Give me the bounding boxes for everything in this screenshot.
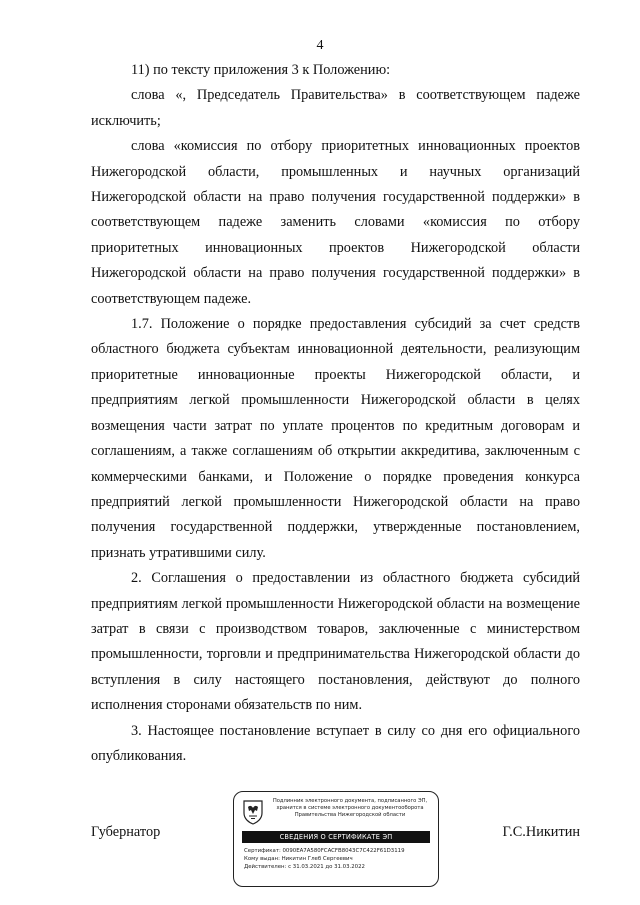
paragraph: 2. Соглашения о предоставлении из областного бюджета субсидий предприятиям легкой промышленности Нижегородской области на возмещение затрат в связи с производством товаров, заключенные с министерством промышленности, торговли и предпринимательства Нижегородской области до вступления в силу настоящего постановления, действуют до полного исполнения сторонами обязательств по ним. xyxy=(91,570,580,714)
stamp-issued-to: Кому выдан: Никитин Глеб Сергеевич xyxy=(244,856,353,862)
document-body xyxy=(91,58,580,769)
signatory-name: Г.С.Никитин xyxy=(502,824,580,840)
stamp-details xyxy=(244,847,432,871)
coat-of-arms-icon xyxy=(242,799,264,825)
stamp-title: СВЕДЕНИЯ О СЕРТИФИКАТЕ ЭП xyxy=(242,831,430,843)
paragraph: 1.7. Положение о порядке предоставления субсидий за счет средств областного бюджета субъектам инновационной деятельности, реализующим приоритетные инновационные проекты Нижегородской области, и предприятиям легкой промышленности Нижегородской области в целях возмещения части затрат по уплате процентов по кредитным договорам и соглашениям, а также соглашениям об открытии аккредитива, заключенным с коммерческими банками, и Положение о порядке проведения конкурса предприятий легкой промышленности Нижегородской области на право получения государственной поддержки, утвержденные постановлением, признать утратившими силу. xyxy=(91,316,580,561)
stamp-header-text: Подлинник электронного документа, подписанного ЭП, хранится в системе электронного документооборота Правительства Нижегородской области xyxy=(272,798,428,818)
signatory-position: Губернатор xyxy=(91,824,161,840)
page-number: 4 xyxy=(316,38,324,53)
stamp-header xyxy=(242,797,432,829)
paragraph: слова «, Председатель Правительства» в соответствующем падеже исключить; xyxy=(91,87,580,129)
stamp-valid: Действителен: с 31.03.2021 до 31.03.2022 xyxy=(244,864,365,870)
electronic-signature-stamp xyxy=(233,791,439,887)
paragraph: 11) по тексту приложения 3 к Положению: xyxy=(131,62,391,78)
paragraph: 3. Настоящее постановление вступает в силу со дня его официального опубликования. xyxy=(91,722,580,764)
paragraph: слова «комиссия по отбору приоритетных инновационных проектов Нижегородской области, промышленных и научных организаций Нижегородской области на право получения государственной поддержки» в соответствующем падеже заменить словами «комиссия по отбору приоритетных инновационных проектов Нижегородской области Нижегородской области на право получения государственной поддержки» в соответствующем падеже. xyxy=(91,138,580,307)
stamp-certificate: Сертификат: 0090EA7A580FCACFB8043C7C422F61D3119 xyxy=(244,848,405,854)
